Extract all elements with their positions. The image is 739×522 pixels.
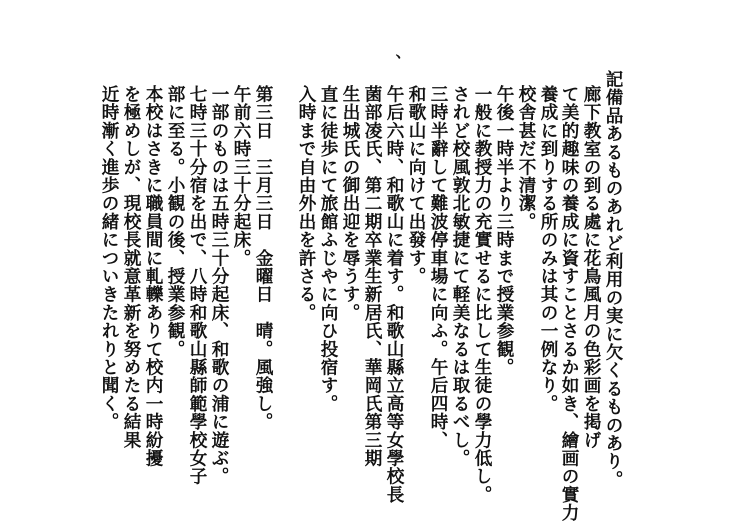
text-column-11: 午后六時、和歌山に着す。和歌山縣立高等女學校長	[384, 85, 405, 504]
text-column-21: 本校はさきに職員間に軋轢ありて校内一時紛擾	[143, 85, 164, 468]
text-column-12: 菌部凌氏、第二期卒業生新居氏、華岡氏第三期	[362, 85, 383, 468]
text-column-1: 記備品あるものあれど利用の実に欠くるものあり。	[603, 70, 624, 489]
top-mark: 、	[383, 54, 402, 70]
text-column-23: 近時漸く進歩の緒についきたれりと聞く。	[99, 85, 120, 431]
text-column-17: 午前六時三十分起床。	[231, 85, 252, 267]
text-column-5: 校舎甚だ不清潔。	[516, 85, 537, 231]
text-column-2: 廊下教室の到る處に花鳥風月の色彩画を掲げ	[581, 85, 602, 449]
text-column-7: 一般に教授力の充實せるに比して生徒の學力低し。	[472, 85, 493, 504]
text-column-9: 三時半辭して難波停車場に向ふ。午后四時、	[428, 85, 449, 449]
text-column-4: 養成に到りする所のみは其の一例なり。	[538, 85, 559, 413]
text-column-8: されど校風敦北敏捷にて軽美なるは取るべし。	[450, 85, 471, 468]
text-column-20: 部に至る。小観の後、授業参観。	[165, 85, 186, 358]
text-column-16: 第三日 三月三日 金曜日 晴。風強し。	[253, 85, 274, 431]
text-column-10: 和歌山に向けて出發す。	[406, 85, 427, 286]
text-column-14: 直に徒歩にて旅館ふじやに向ひ投宿す。	[318, 85, 339, 413]
text-column-15: 入時まで自由外出を許さる。	[296, 85, 317, 322]
text-column-18: 一部のものは五時三十分起床、和歌の浦に遊ぶ。	[209, 85, 230, 486]
text-column-3: て美的趣味の養成に資すことさるか如き、繪画の實力	[559, 85, 580, 522]
text-column-13: 生出城氏の御出迎を辱うす。	[340, 85, 361, 322]
text-column-22: を極めしが、現校長就意革新を努めたる結果	[121, 85, 142, 449]
text-column-6: 午後一時半より三時まで授業参観。	[494, 85, 515, 377]
text-column-19: 七時三十分宿を出で、八時和歌山縣師範學校女子	[187, 85, 208, 486]
